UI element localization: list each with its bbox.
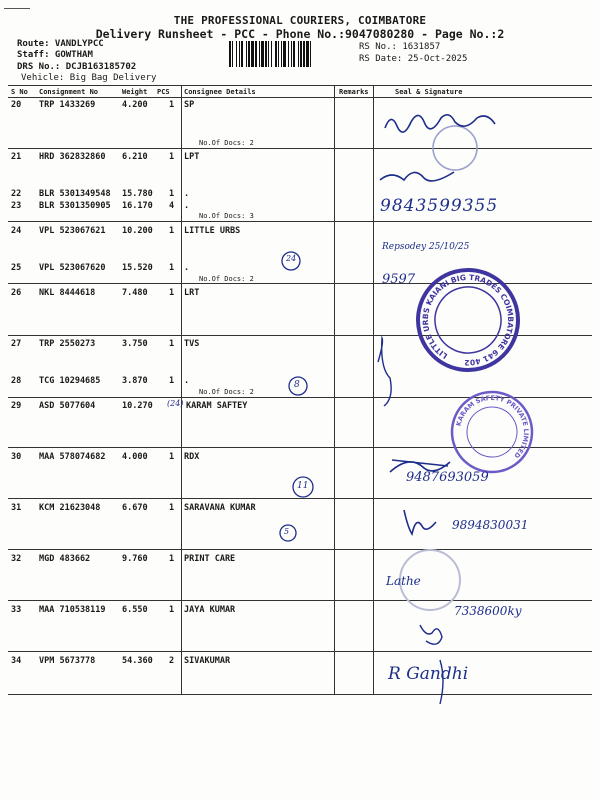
row-consignee: PRINT CARE xyxy=(184,554,236,564)
row-pcs: 1 xyxy=(169,263,175,273)
row-consignment: BLR 5301349548 xyxy=(39,189,111,199)
drs-label: DRS No.: DCJB163185702 xyxy=(17,62,137,72)
row-rule xyxy=(8,651,592,652)
row-rule xyxy=(8,600,592,601)
company-stamp xyxy=(400,252,537,389)
remarks-divider xyxy=(334,85,335,695)
col-seal: Seal & Signature xyxy=(395,88,463,96)
handwritten-phone-3: 9487693059 xyxy=(406,470,489,485)
corner-mark xyxy=(4,8,30,9)
row-consignment: VPL 523067620 xyxy=(39,263,106,273)
row-weight: 7.480 xyxy=(122,288,148,298)
handwritten-name-1: Lathe xyxy=(386,574,421,588)
row-consignee: SP xyxy=(184,100,195,110)
header-bottom-rule xyxy=(8,97,592,98)
route-label: Route: VANDLYPCC xyxy=(17,39,104,49)
row-consignee: . xyxy=(184,201,190,211)
row-pcs: 1 xyxy=(169,288,175,298)
col-consignment: Consignment No xyxy=(39,88,99,96)
svg-text:LITTLE URBS KAIANI BIG TRADES xyxy=(404,256,533,385)
col-remarks: Remarks xyxy=(339,88,369,96)
handwritten-phone-4: 9894830031 xyxy=(452,518,529,532)
handwritten-phone-2: 9597 xyxy=(382,272,416,287)
row-rule xyxy=(8,694,592,695)
row-weight: 6.550 xyxy=(122,605,148,615)
row-rule xyxy=(8,283,592,284)
row-consignee: . xyxy=(184,189,190,199)
row-pcs: 1 xyxy=(169,605,175,615)
row-pcs: 4 xyxy=(169,201,175,211)
row-sno: 20 xyxy=(11,100,22,110)
col-weight: Weight xyxy=(122,88,148,96)
row-pcs: 1 xyxy=(169,554,175,564)
row-sno: 30 xyxy=(11,452,22,462)
row-pcs: 1 xyxy=(169,503,175,513)
doc-count: No.Of Docs: 2 xyxy=(199,139,254,147)
row-consignee: TVS xyxy=(184,339,200,349)
rs-number: RS No.: 1631857 xyxy=(359,42,441,52)
row-weight: 3.870 xyxy=(122,376,148,386)
row-weight: 9.760 xyxy=(122,554,148,564)
signature-6 xyxy=(420,625,442,644)
row-pcs: 2 xyxy=(169,656,175,666)
row-weight: 6.670 xyxy=(122,503,148,513)
stamp-2-text: KARAM SAFETY PRIVATE LIMITED xyxy=(454,393,531,460)
circle-label: 5 xyxy=(284,527,290,536)
row-sno: 21 xyxy=(11,152,22,162)
row-rule xyxy=(8,221,592,222)
row-sno: 23 xyxy=(11,201,22,211)
row-sno: 34 xyxy=(11,656,22,666)
row-sno: 25 xyxy=(11,263,22,273)
row-weight: 4.200 xyxy=(122,100,148,110)
handwritten-phone-5: 7338600ky xyxy=(454,604,522,618)
row-consignee: SARAVANA KUMAR xyxy=(184,503,256,513)
col-sno: S No xyxy=(11,88,28,96)
circle-label: 8 xyxy=(294,380,300,390)
row-consignee: SIVAKUMAR xyxy=(184,656,231,666)
row-weight: 10.270 xyxy=(122,401,153,411)
doc-count: No.Of Docs: 2 xyxy=(199,275,254,283)
col-consignee: Consignee Details xyxy=(184,88,256,96)
row-sno: 27 xyxy=(11,339,22,349)
row-weight: 15.780 xyxy=(122,189,153,199)
row-consignment: MAA 710538119 xyxy=(39,605,106,615)
row-weight: 54.360 xyxy=(122,656,153,666)
signature-2 xyxy=(380,172,454,181)
row-sno: 26 xyxy=(11,288,22,298)
row-consignment: VPL 523067621 xyxy=(39,226,106,236)
row-pcs: 1 xyxy=(169,376,175,386)
row-weight: 4.000 xyxy=(122,452,148,462)
safety-stamp xyxy=(446,386,539,479)
row-weight: 10.200 xyxy=(122,226,153,236)
row-consignment: ASD 5077604 xyxy=(39,401,96,411)
row-rule xyxy=(8,549,592,550)
row-consignment: MGD 483662 xyxy=(39,554,91,564)
row-sno: 31 xyxy=(11,503,22,513)
row-weight: 6.210 xyxy=(122,152,148,162)
row-rule xyxy=(8,447,592,448)
row-consignee: JAYA KUMAR xyxy=(184,605,236,615)
row-pcs: 1 xyxy=(169,100,175,110)
row-weight: 3.750 xyxy=(122,339,148,349)
row-consignee: LRT xyxy=(184,288,200,298)
staff-label: Staff: GOWTHAM xyxy=(17,50,93,60)
seal-divider xyxy=(373,85,374,695)
row-sno: 22 xyxy=(11,189,22,199)
row-consignment: KCM 21623048 xyxy=(39,503,101,513)
row-consignee: . xyxy=(184,376,190,386)
row-consignment: HRD 362832860 xyxy=(39,152,106,162)
col-pcs: PCS xyxy=(157,88,170,96)
signature-5 xyxy=(404,510,436,534)
row-sno: 24 xyxy=(11,226,22,236)
row-rule xyxy=(8,148,592,149)
row-pcs: 1 xyxy=(169,189,175,199)
row-sno: 28 xyxy=(11,376,22,386)
row-pcs: 1 xyxy=(169,339,175,349)
circle-label: 11 xyxy=(297,481,309,491)
row-consignee: LPT xyxy=(184,152,200,162)
handwritten-name-3: R Gandhi xyxy=(388,664,469,684)
row-sno: 32 xyxy=(11,554,22,564)
row-pcs: 1 xyxy=(169,226,175,236)
row-consignee: RDX xyxy=(184,452,200,462)
row-pcs: 1 xyxy=(169,452,175,462)
row-sno: 29 xyxy=(11,401,22,411)
runsheet-subtitle: Delivery Runsheet - PCC - Phone No.:9047080280 - Page No.:2 xyxy=(95,27,505,41)
doc-count: No.Of Docs: 3 xyxy=(199,212,254,220)
barcode-bar xyxy=(311,41,313,67)
row-consignee: LITTLE URBS xyxy=(184,226,241,236)
stamp-1-text: LITTLE URBS KAIANI BIG TRADES COIMBATORE 641 402 xyxy=(420,272,516,368)
row-consignee: KARAM SAFTEY xyxy=(186,401,248,411)
barcode xyxy=(229,41,354,67)
row-consignment: MAA 578074682 xyxy=(39,452,106,462)
svg-text:KARAM SAFETY PRIVATE LIMITED xyxy=(450,388,536,462)
row-consignee: . xyxy=(184,263,190,273)
vehicle-label: Vehicle: Big Bag Delivery xyxy=(21,73,157,83)
signature-3 xyxy=(378,338,391,406)
row-rule xyxy=(8,397,592,398)
row-consignment: BLR 5301350905 xyxy=(39,201,111,211)
circle-label: 24 xyxy=(286,254,297,263)
row-consignment: VPM 5673778 xyxy=(39,656,96,666)
doc-count: No.Of Docs: 2 xyxy=(199,388,254,396)
consignee-divider xyxy=(181,85,182,695)
handwritten-name-2: Repsodey 25/10/25 xyxy=(382,242,470,252)
row-consignment: TRP 1433269 xyxy=(39,100,96,110)
row-rule xyxy=(8,498,592,499)
row-weight: 15.520 xyxy=(122,263,153,273)
row-consignment: TCG 10294685 xyxy=(39,376,101,386)
row-weight: 16.170 xyxy=(122,201,153,211)
signature-1 xyxy=(385,115,495,132)
table-top-rule xyxy=(8,85,592,86)
row-rule xyxy=(8,335,592,336)
company-title: THE PROFESSIONAL COURIERS, COIMBATORE xyxy=(173,14,427,27)
handwritten-mark: (24) xyxy=(167,399,184,408)
row-consignment: NKL 8444618 xyxy=(39,288,96,298)
rs-date: RS Date: 25-Oct-2025 xyxy=(359,54,468,64)
row-consignment: TRP 2550273 xyxy=(39,339,96,349)
handwritten-phone-1: 9843599355 xyxy=(380,196,499,216)
row-sno: 33 xyxy=(11,605,22,615)
row-pcs: 1 xyxy=(169,152,175,162)
